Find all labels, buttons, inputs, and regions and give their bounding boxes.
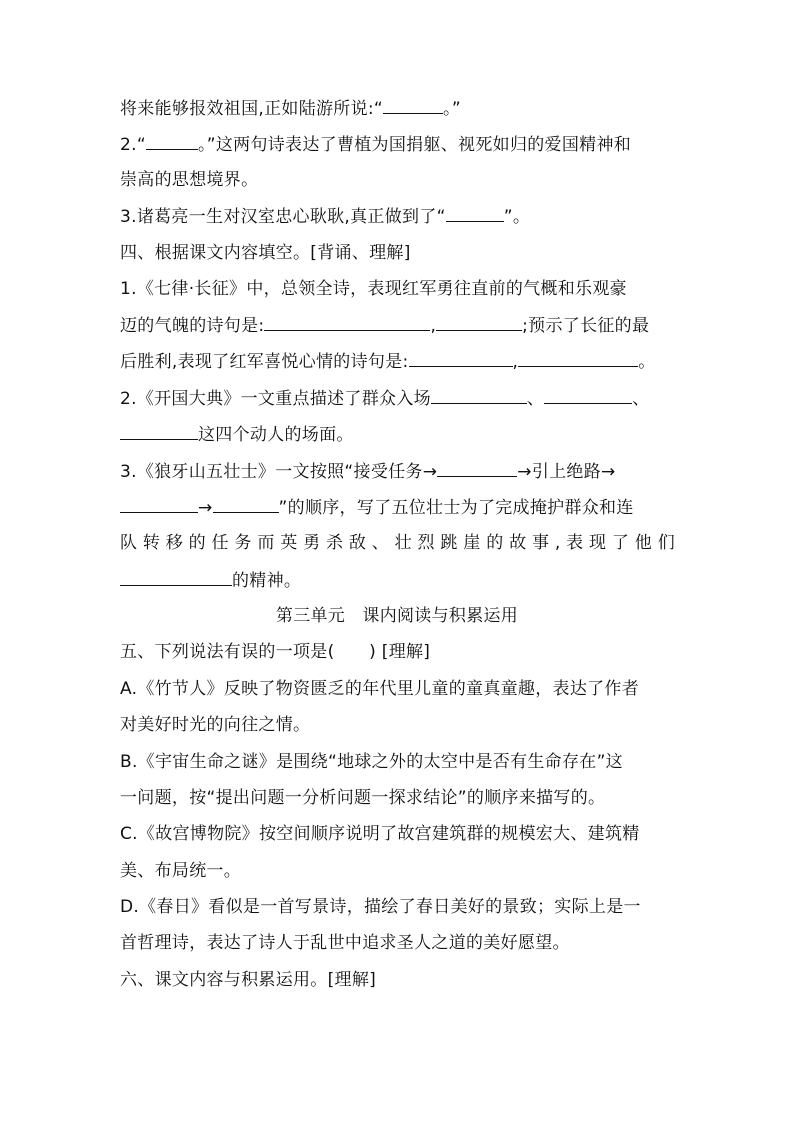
- line-6: [120, 278, 627, 300]
- fill-blank[interactable]: [383, 97, 443, 114]
- text: 后胜利,表现了红军喜悦心情的诗句是:: [120, 352, 409, 372]
- fill-blank[interactable]: [120, 569, 232, 586]
- fill-blank[interactable]: [213, 496, 279, 513]
- fill-blank[interactable]: [431, 387, 527, 404]
- option-d-line-1: [120, 896, 641, 918]
- fill-blank[interactable]: [437, 460, 517, 477]
- text: 美、布局统一。: [120, 861, 242, 881]
- line-1: [120, 97, 461, 120]
- text: 第三单元 课内阅读与积累运用: [275, 606, 519, 626]
- fill-blank[interactable]: [436, 314, 522, 331]
- text: →: [198, 498, 213, 518]
- fill-blank[interactable]: [518, 350, 638, 367]
- fill-blank[interactable]: [544, 387, 632, 404]
- text: 、: [632, 389, 650, 409]
- line-3: [120, 169, 258, 191]
- option-c-line-2: [120, 860, 241, 882]
- text: 1.《七律·长征》中，总领全诗，表现红军勇往直前的气概和乐观豪: [120, 279, 627, 299]
- line-10: [120, 423, 354, 446]
- text: 这四个动人的场面。: [198, 425, 354, 445]
- text: 崇高的思想境界。: [120, 170, 259, 190]
- text: ,: [430, 316, 437, 336]
- text: 3.《狼牙山五壮士》一文按照“接受任务→: [120, 462, 438, 482]
- text: ”的顺序，写了五位壮士为了完成掩护群众和连: [278, 498, 634, 518]
- section-heading-4: [120, 242, 411, 264]
- text: 五、下列说法有误的一项是( ) [理解]: [120, 642, 431, 662]
- line-12: [120, 496, 634, 519]
- text: ,: [512, 352, 519, 372]
- fill-blank[interactable]: [120, 423, 198, 440]
- option-c-line-1: [120, 823, 640, 845]
- fill-blank[interactable]: [409, 350, 513, 367]
- section-heading-5: [120, 641, 430, 663]
- line-4: [120, 205, 530, 228]
- line-9: [120, 387, 650, 410]
- text: 四、根据课文内容填空。[背诵、理解]: [120, 243, 411, 263]
- text: 首哲理诗，表达了诗人于乱世中追求圣人之道的美好愿望。: [120, 933, 570, 953]
- text: 的精神。: [232, 571, 302, 591]
- option-d-line-2: [120, 932, 570, 954]
- text: 对美好时光的向往之情。: [120, 715, 311, 735]
- text: B.《宇宙生命之谜》是围绕“地球之外的太空中是否有生命存在”这: [120, 752, 623, 772]
- text: ;预示了长征的最: [522, 316, 650, 336]
- fill-blank[interactable]: [446, 205, 504, 222]
- line-8: [120, 350, 656, 373]
- text: 3.诸葛亮一生对汉室忠心耿耿,真正做到了“: [120, 207, 446, 227]
- text: 。: [638, 352, 656, 372]
- text: ”。: [503, 207, 531, 227]
- option-b-line-1: [120, 751, 623, 773]
- text: D.《春日》看似是一首写景诗，描绘了春日美好的景致；实际上是一: [120, 897, 641, 917]
- text: 一问题，按“提出问题一分析问题一探求结论”的顺序来描写的。: [120, 788, 606, 808]
- text: 六、课文内容与积累运用。[理解]: [120, 970, 377, 990]
- line-14: [120, 569, 301, 592]
- option-b-line-2: [120, 787, 605, 809]
- line-11: [120, 460, 616, 483]
- unit-heading: [0, 605, 794, 627]
- fill-blank[interactable]: [120, 496, 198, 513]
- section-heading-6: [120, 969, 376, 991]
- text: 2.《开国大典》一文重点描述了群众入场: [120, 389, 431, 409]
- fill-blank[interactable]: [264, 314, 430, 331]
- text: 。”: [443, 99, 461, 119]
- text: 队转移的任务而英勇杀敌、壮烈跳崖的故事,表现了他们: [120, 533, 675, 553]
- option-a-line-1: [120, 678, 639, 700]
- line-2: [120, 133, 631, 156]
- text: 、: [526, 389, 545, 409]
- option-a-line-2: [120, 714, 310, 736]
- fill-blank[interactable]: [146, 133, 198, 150]
- text: 将来能够报效祖国,正如陆游所说:“: [120, 99, 384, 119]
- text: 迈的气魄的诗句是:: [120, 316, 265, 336]
- line-13: [120, 532, 675, 554]
- line-7: [120, 314, 649, 337]
- text: 2.“: [120, 135, 146, 155]
- text: →引上绝路→: [517, 462, 616, 482]
- text: C.《故宫博物院》按空间顺序说明了故宫建筑群的规模宏大、建筑精: [120, 824, 640, 844]
- text: 。”这两句诗表达了曹植为国捐躯、视死如归的爱国精神和: [197, 135, 632, 155]
- text: A.《竹节人》反映了物资匮乏的年代里儿童的童真童趣，表达了作者: [120, 679, 640, 699]
